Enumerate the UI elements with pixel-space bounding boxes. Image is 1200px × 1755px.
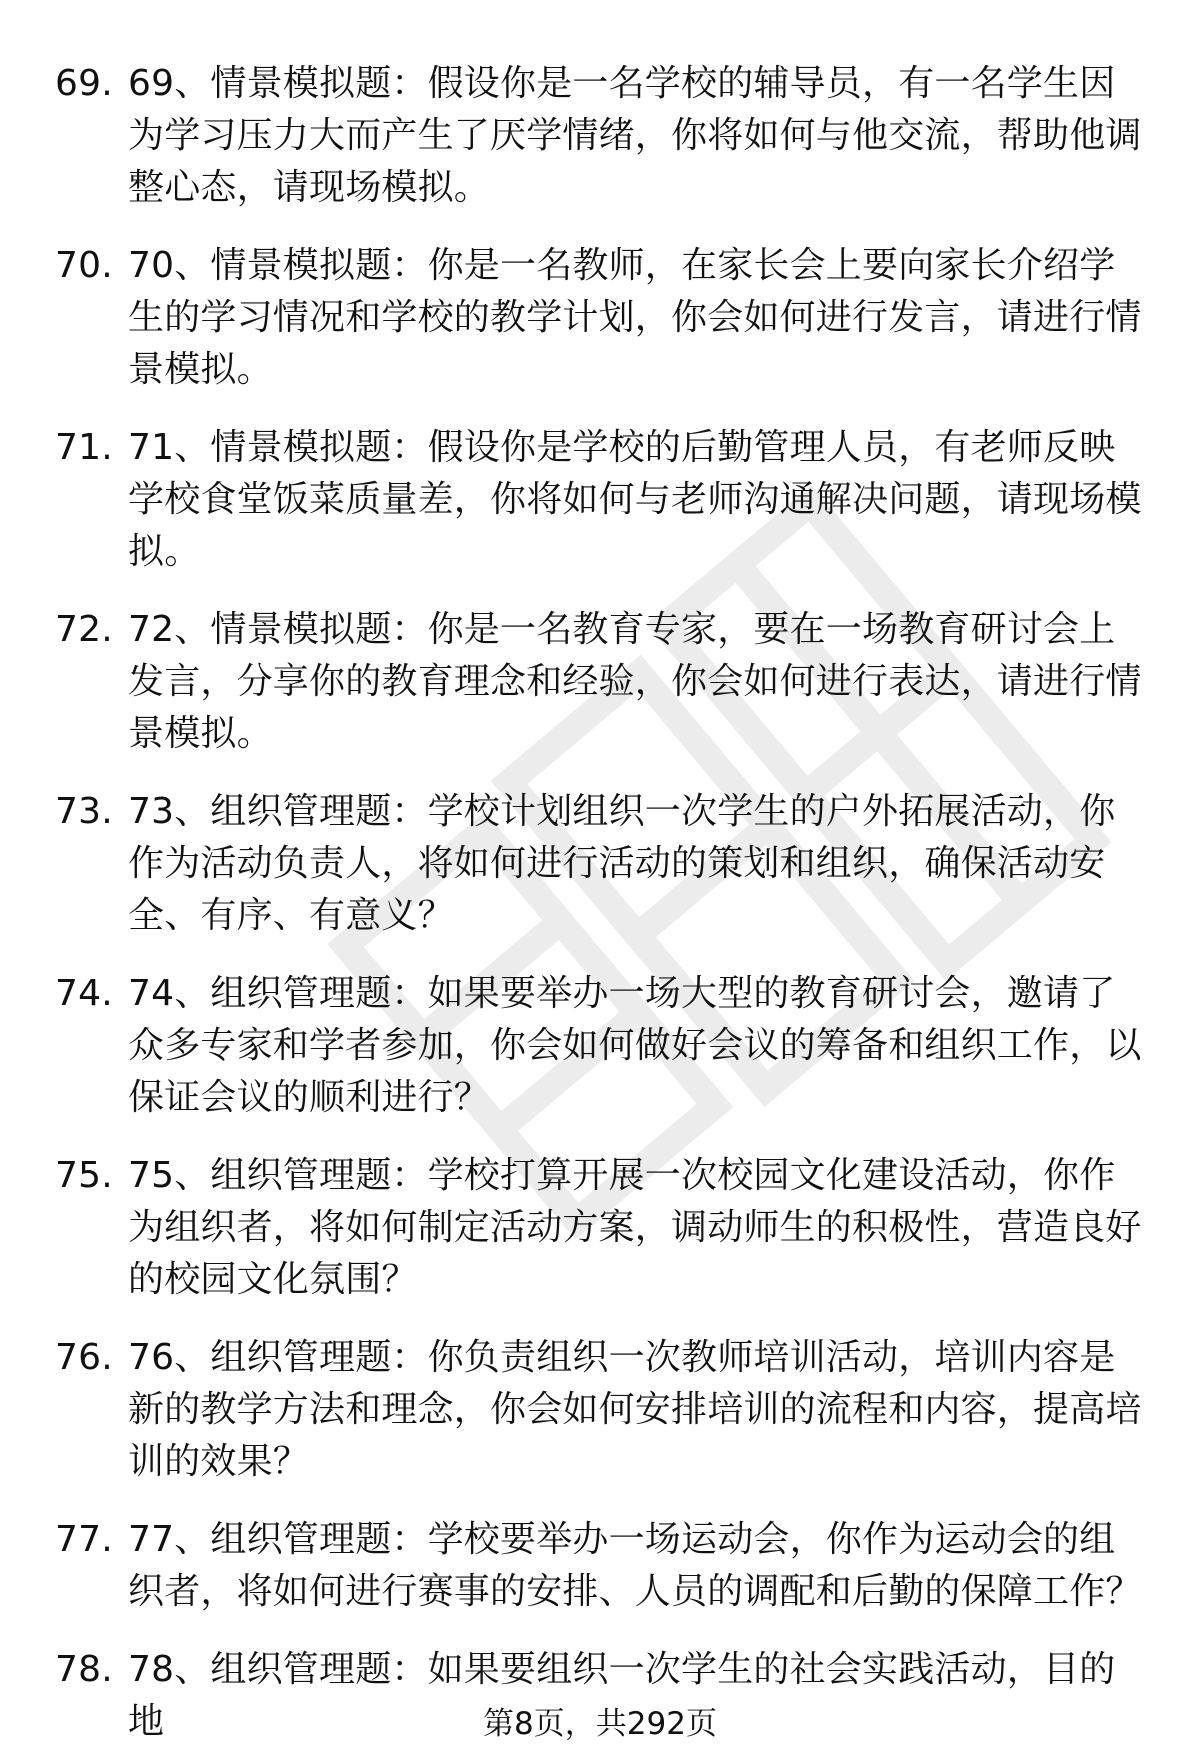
item-text: 72、情景模拟题：你是一名教育专家，要在一场教育研讨会上发言，分享你的教育理念和经验，你会如何进行表达，请进行情景模拟。 (128, 609, 1142, 754)
item-text: 73、组织管理题：学校计划组织一次学生的户外拓展活动，你作为活动负责人，将如何进行活动的策划和组织，确保活动安全、有序、有意义？ (128, 791, 1116, 936)
question-list (0, 58, 1200, 1755)
item-number: 78. (55, 1649, 113, 1690)
item-number: 77. (55, 1519, 113, 1560)
item-text: 76、组织管理题：你负责组织一次教师培训活动，培训内容是新的教学方法和理念，你会如何安排培训的流程和内容，提高培训的效果？ (128, 1337, 1142, 1482)
item-number: 73. (55, 791, 113, 832)
list-item (0, 1332, 1200, 1488)
item-text: 78、组织管理题：如果要组织一次学生的社会实践活动，目的地 (128, 1649, 1116, 1742)
item-number: 69. (55, 63, 113, 104)
item-number: 74. (55, 973, 113, 1014)
list-item (0, 58, 1200, 214)
list-item (0, 968, 1200, 1124)
list-item (0, 240, 1200, 396)
page-footer: 第8页，共292页 (483, 1706, 717, 1742)
item-number: 72. (55, 609, 113, 650)
item-text: 75、组织管理题：学校打算开展一次校园文化建设活动，你作为组织者，将如何制定活动方案，调动师生的积极性，营造良好的校园文化氛围？ (128, 1155, 1142, 1300)
item-number: 76. (55, 1337, 113, 1378)
item-text: 74、组织管理题：如果要举办一场大型的教育研讨会，邀请了众多专家和学者参加，你会如何做好会议的筹备和组织工作，以保证会议的顺利进行？ (128, 973, 1142, 1118)
item-text: 77、组织管理题：学校要举办一场运动会，你作为运动会的组织者，将如何进行赛事的安排、人员的调配和后勤的保障工作？ (128, 1519, 1142, 1612)
item-number: 71. (55, 427, 113, 468)
list-item (0, 786, 1200, 942)
list-item (0, 1514, 1200, 1618)
item-text: 70、情景模拟题：你是一名教师，在家长会上要向家长介绍学生的学习情况和学校的教学计划，你会如何进行发言，请进行情景模拟。 (128, 245, 1142, 390)
item-number: 75. (55, 1155, 113, 1196)
list-item (0, 604, 1200, 760)
list-item (0, 422, 1200, 578)
item-number: 70. (55, 245, 113, 286)
item-text: 69、情景模拟题：假设你是一名学校的辅导员，有一名学生因为学习压力大而产生了厌学情绪，你将如何与他交流，帮助他调整心态，请现场模拟。 (128, 63, 1142, 208)
list-item (0, 1150, 1200, 1306)
item-text: 71、情景模拟题：假设你是学校的后勤管理人员，有老师反映学校食堂饭菜质量差，你将如何与老师沟通解决问题，请现场模拟。 (128, 427, 1142, 572)
